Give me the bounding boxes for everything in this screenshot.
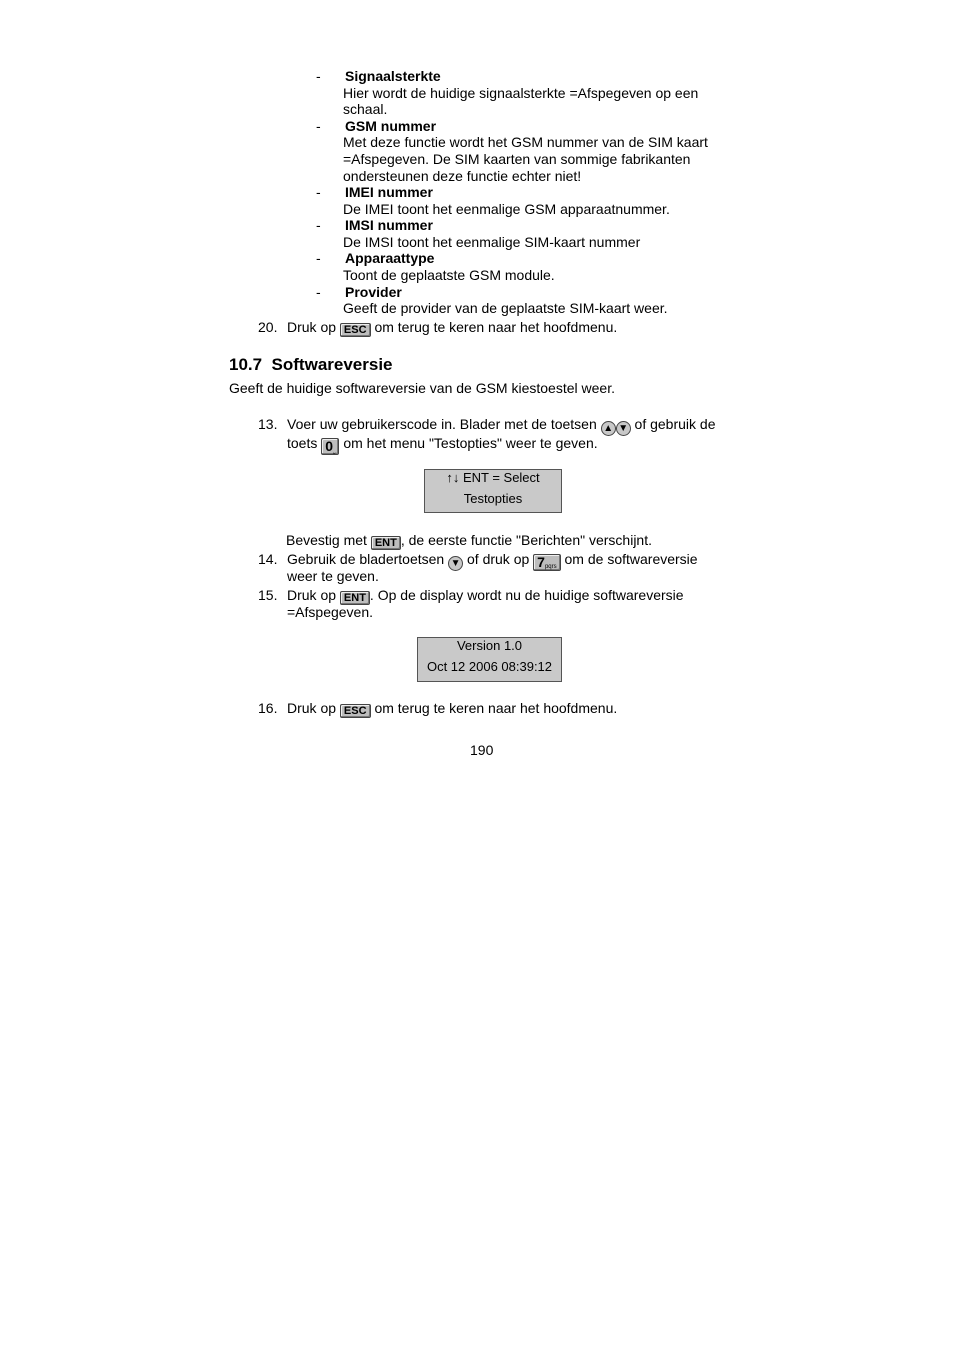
step-15-line2: =Afspegeven. xyxy=(287,604,374,620)
seven-key-icon: 7pqrs xyxy=(533,554,560,571)
bullet-text: Met deze functie wordt het GSM nummer van de SIM kaart xyxy=(343,134,708,150)
lcd-line2: Testopties xyxy=(463,491,523,506)
bullet-dash: - xyxy=(316,118,321,134)
bullet-dash: - xyxy=(316,184,321,200)
bullet-text: schaal. xyxy=(343,101,388,117)
lcd-line1: ↑↓ ENT = Select xyxy=(446,470,540,485)
esc-key-icon: ESC xyxy=(340,323,371,337)
step-15-line1: Druk op ENT . Op de display wordt nu de huidige softwareversie xyxy=(287,587,684,604)
down-arrow-key-icon: ▼ xyxy=(616,421,631,436)
lcd-display-version xyxy=(417,637,562,682)
step-13-line2: toets 0⎵ om het menu "Testopties" weer te geven. xyxy=(287,435,598,454)
ent-key-icon: ENT xyxy=(371,536,401,550)
bullet-title-gsm-nummer: GSM nummer xyxy=(345,118,437,134)
section-number: 10.7 xyxy=(229,355,263,374)
lcd-line1: Version 1.0 xyxy=(456,638,523,653)
section-intro: Geeft de huidige softwareversie van de GSM kiestoestel weer. xyxy=(229,380,615,396)
bullet-text: =Afspegeven. De SIM kaarten van sommige fabrikanten xyxy=(343,151,691,167)
step-16-text: Druk op ESC om terug te keren naar het hoofdmenu. xyxy=(287,700,618,717)
step-14-line1: Gebruik de bladertoetsen ▼ of druk op 7pqrs om de softwareversie xyxy=(287,551,698,570)
step-20-text: Druk op ESC om terug te keren naar het hoofdmenu. xyxy=(287,319,618,336)
bullet-dash: - xyxy=(316,250,321,266)
step-number: 13. xyxy=(258,416,278,432)
bullet-dash: - xyxy=(316,217,321,233)
bullet-title-signaalsterkte: Signaalsterkte xyxy=(345,68,441,84)
page-number: 190 xyxy=(470,742,494,758)
bullet-text: De IMSI toont het eenmalige SIM-kaart nummer xyxy=(343,234,641,250)
bullet-text: Geeft de provider van de geplaatste SIM-kaart weer. xyxy=(343,300,668,316)
bullet-title-apparaattype: Apparaattype xyxy=(345,250,435,266)
bullet-text: Hier wordt de huidige signaalsterkte =Afspegeven op een xyxy=(343,85,699,101)
bullet-text: ondersteunen deze functie echter niet! xyxy=(343,168,582,184)
bullet-dash: - xyxy=(316,284,321,300)
bullet-text: Toont de geplaatste GSM module. xyxy=(343,267,555,283)
step-14-line2: weer te geven. xyxy=(287,568,379,584)
ent-key-icon: ENT xyxy=(340,591,370,605)
bullet-dash: - xyxy=(316,68,321,84)
lcd-line2: Oct 12 2006 08:39:12 xyxy=(426,659,553,674)
zero-key-icon: 0⎵ xyxy=(321,438,339,455)
step-number: 14. xyxy=(258,551,278,567)
step-number: 16. xyxy=(258,700,278,716)
section-heading xyxy=(229,355,393,375)
bullet-title-provider: Provider xyxy=(345,284,402,300)
bullet-title-imei-nummer: IMEI nummer xyxy=(345,184,433,200)
confirm-text: Bevestig met ENT , de eerste functie "Berichten" verschijnt. xyxy=(286,532,653,549)
down-arrow-key-icon: ▼ xyxy=(448,556,463,571)
step-number: 20. xyxy=(258,319,278,335)
section-title: Softwareversie xyxy=(271,355,393,374)
step-13-line1: Voer uw gebruikerscode in. Blader met de toetsen ▲ ▼ of gebruik de xyxy=(287,416,716,434)
bullet-text: De IMEI toont het eenmalige GSM apparaatnummer. xyxy=(343,201,670,217)
bullet-title-imsi-nummer: IMSI nummer xyxy=(345,217,433,233)
lcd-display-menu xyxy=(424,469,562,513)
step-number: 15. xyxy=(258,587,278,603)
esc-key-icon: ESC xyxy=(340,704,371,718)
up-arrow-key-icon: ▲ xyxy=(601,421,616,436)
